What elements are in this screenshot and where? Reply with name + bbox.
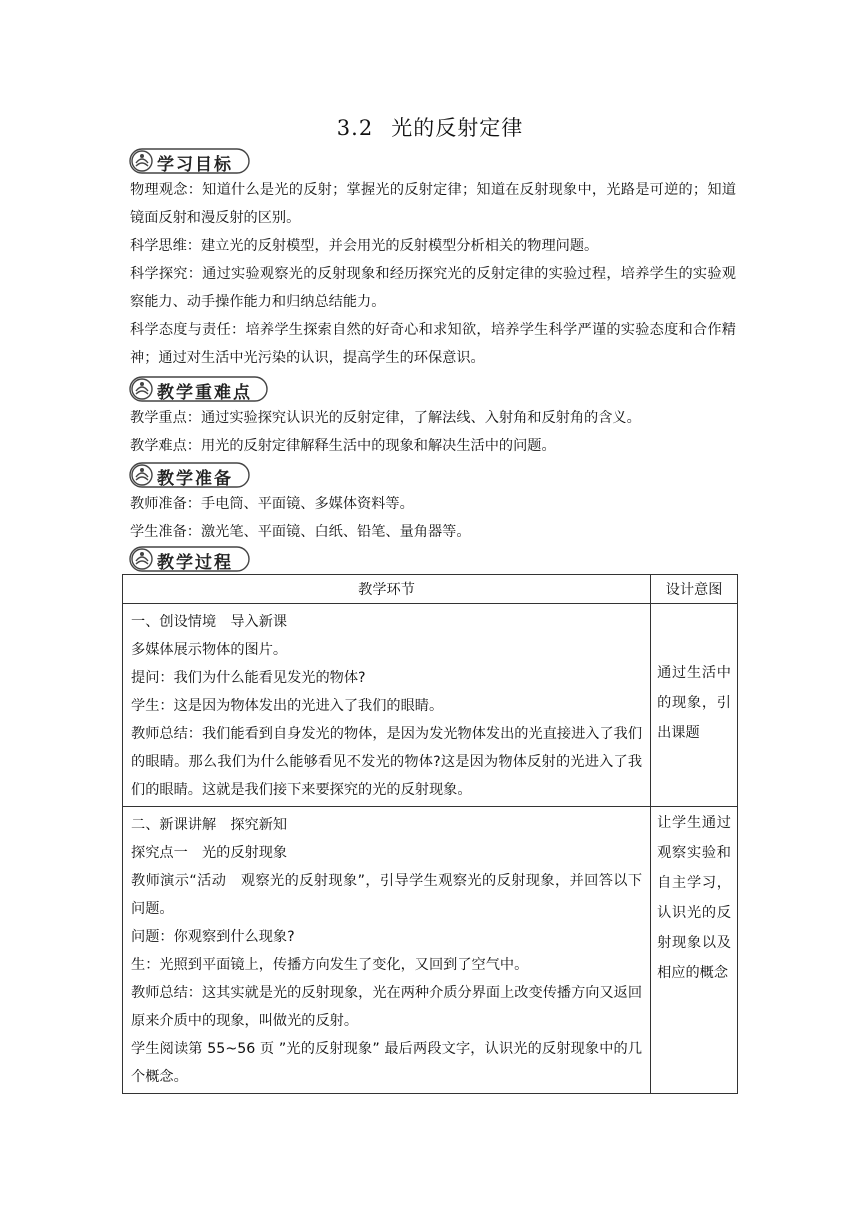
lesson-name: 光的反射定律 bbox=[391, 116, 524, 140]
teacher-preparation: 教师准备：手电筒、平面镜、多媒体资料等。 bbox=[130, 496, 414, 512]
teaching-focus: 教学重点：通过实验探究认识光的反射定律，了解法线、入射角和反射角的含义。 bbox=[130, 410, 641, 426]
intent-cell: 让学生通过观察实验和自主学习，认识光的反射现象以及相应的概念 bbox=[651, 807, 738, 1094]
intent-cell: 通过生活中的现象，引出课题 bbox=[651, 604, 738, 807]
stage-subheading: 探究点一 光的反射现象 bbox=[131, 845, 288, 861]
stage-line: 教师总结：我们能看到自身发光的物体，是因为发光物体发出的光直接进入了我们的眼睛。那么我们为什么能够看见不发光的物体?这是因为物体反射的光进入了我们的眼睛。这就是我们接下来要探究的光的反射现象。 bbox=[131, 726, 643, 798]
teaching-difficulty: 教学难点：用光的反射定律解释生活中的现象和解决生活中的问题。 bbox=[130, 438, 556, 454]
stage-heading: 一、创设情境 导入新课 bbox=[131, 614, 288, 630]
banner-label: 教学过程 bbox=[157, 553, 233, 573]
stage-cell bbox=[123, 807, 651, 1094]
stage-cell bbox=[123, 604, 651, 807]
student-preparation: 学生准备：激光笔、平面镜、白纸、铅笔、量角器等。 bbox=[130, 524, 471, 540]
teaching-process-table bbox=[122, 574, 738, 1094]
section-banner-key-points bbox=[129, 376, 269, 402]
stage-line: 教师演示“活动 观察光的反射现象”，引导学生观察光的反射现象，并回答以下问题。 bbox=[131, 873, 643, 917]
banner-label: 教学准备 bbox=[157, 469, 233, 489]
goal-physics-concept: 物理观念：知道什么是光的反射；掌握光的反射定律；知道在反射现象中，光路是可逆的；知道镜面反射和漫反射的区别。 bbox=[130, 182, 736, 226]
goal-scientific-thinking: 科学思维：建立光的反射模型，并会用光的反射模型分析相关的物理问题。 bbox=[130, 238, 599, 254]
goal-scientific-inquiry: 科学探究：通过实验观察光的反射现象和经历探究光的反射定律的实验过程，培养学生的实验观察能力、动手操作能力和归纳总结能力。 bbox=[130, 266, 736, 310]
section-banner-preparation bbox=[129, 462, 251, 488]
table-row bbox=[123, 604, 738, 807]
table-header-row bbox=[123, 575, 738, 604]
lesson-number: 3.2 bbox=[336, 116, 374, 140]
stage-line: 学生阅读第 55~56 页 ”光的反射现象” 最后两段文字，认识光的反射现象中的几个概念。 bbox=[131, 1041, 643, 1085]
section-banner-goals bbox=[129, 148, 251, 174]
stage-line: 提问：我们为什么能看见发光的物体? bbox=[131, 670, 366, 686]
stage-line: 多媒体展示物体的图片。 bbox=[131, 642, 288, 658]
lesson-title bbox=[0, 112, 860, 142]
stage-line: 生：光照到平面镜上，传播方向发生了变化，又回到了空气中。 bbox=[131, 957, 529, 973]
header-teaching-stage: 教学环节 bbox=[123, 575, 651, 604]
header-design-intent: 设计意图 bbox=[651, 575, 738, 604]
section-banner-process bbox=[129, 546, 251, 572]
table-row bbox=[123, 807, 738, 1094]
stage-line: 问题：你观察到什么现象? bbox=[131, 929, 295, 945]
stage-line: 学生：这是因为物体发出的光进入了我们的眼睛。 bbox=[131, 698, 444, 714]
stage-line: 教师总结：这其实就是光的反射现象，光在两种介质分界面上改变传播方向又返回原来介质中的现象，叫做光的反射。 bbox=[131, 985, 643, 1029]
goal-attitude-responsibility: 科学态度与责任：培养学生探索自然的好奇心和求知欲，培养学生科学严谨的实验态度和合作精神；通过对生活中光污染的认识，提高学生的环保意识。 bbox=[130, 322, 736, 366]
banner-label: 学习目标 bbox=[157, 155, 233, 175]
stage-heading: 二、新课讲解 探究新知 bbox=[131, 817, 288, 833]
banner-label: 教学重难点 bbox=[157, 383, 252, 403]
